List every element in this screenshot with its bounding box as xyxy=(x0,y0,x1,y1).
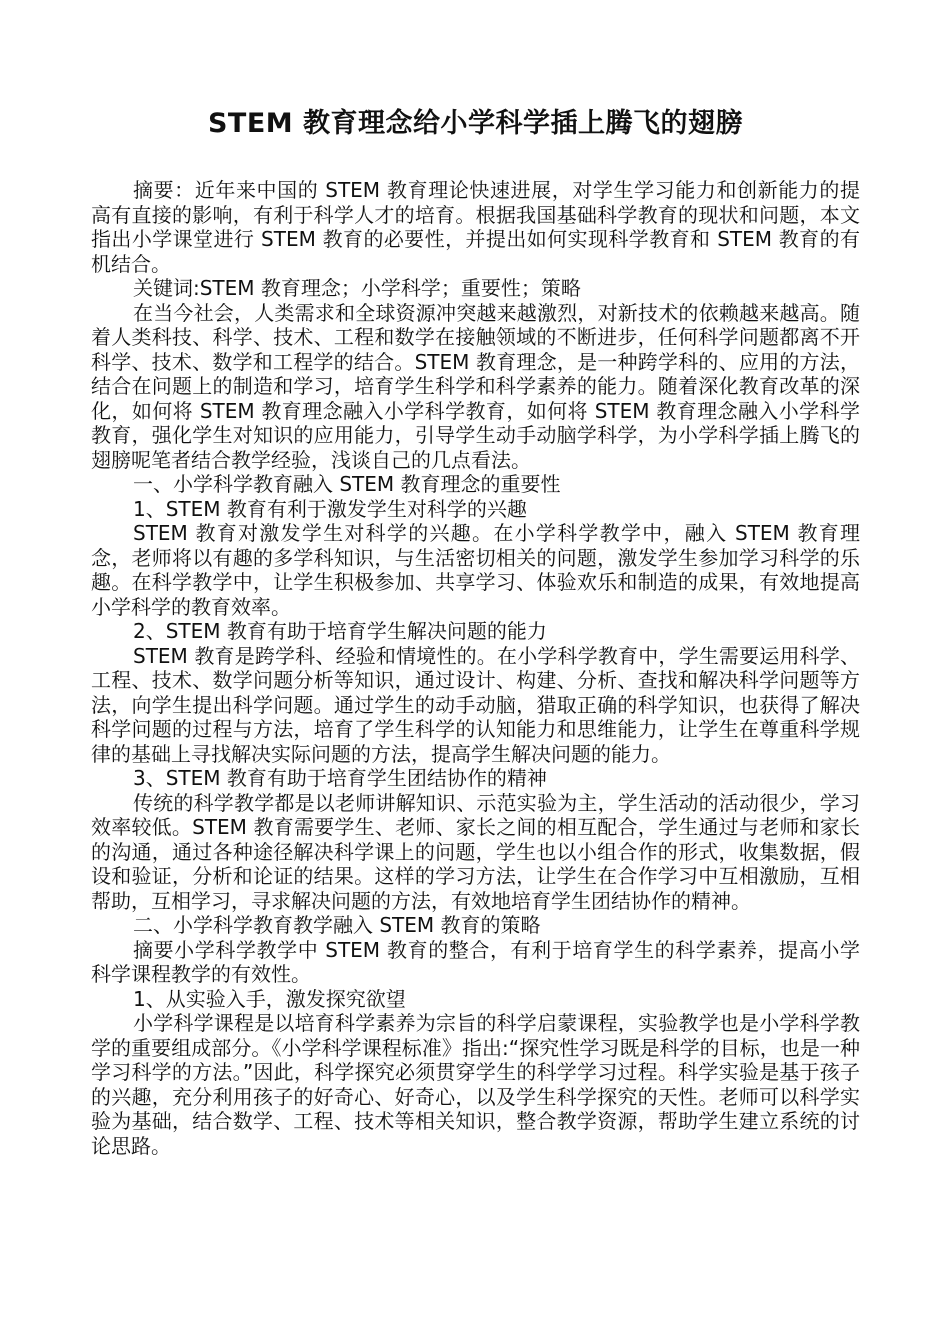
document-body xyxy=(91,178,860,1158)
subheading-1-3: 3、STEM 教育有助于培育学生团结协作的精神 xyxy=(133,766,547,790)
intro-paragraph: 在当今社会，人类需求和全球资源冲突越来越激烈，对新技术的依赖越来越高。随着人类科技、科学、技术、工程和数学在接触领域的不断进步，任何科学问题都离不开科学、技术、数学和工程学的结合。STEM 教育理念，是一种跨学科的、应用的方法，结合在问题上的制造和学习，培育学生科学和科学素养的能力。随着深化教育改革的深化，如何将 STEM 教育理念融入小学科学教育，如何将 STEM 教育理念融入小学科学教育，强化学生对知识的应用能力，引导学生动手动脑学科学，为小学科学插上腾飞的翅膀呢笔者结合教学经验，浅谈自己的几点看法。 xyxy=(91,300,860,472)
body-paragraph: 传统的科学教学都是以老师讲解知识、示范实验为主，学生活动的活动很少，学习效率较低。STEM 教育需要学生、老师、家长之间的相互配合，学生通过与老师和家长的沟通，通过各种途径解决科学课上的问题，学生也以小组合作的形式，收集数据，假设和验证，分析和论证的结果。这样的学习方法，让学生在合作学习中互相激励，互相帮助，互相学习，寻求解决问题的方法，有效地培育学生团结协作的精神。 xyxy=(91,790,860,913)
section-heading-1: 一、小学科学教育融入 STEM 教育理念的重要性 xyxy=(133,472,561,496)
keywords-paragraph: 关键词:STEM 教育理念；小学科学；重要性；策略 xyxy=(133,276,581,300)
body-paragraph: STEM 教育对激发学生对科学的兴趣。在小学科学教学中，融入 STEM 教育理念，老师将以有趣的多学科知识，与生活密切相关的问题，激发学生参加学习科学的乐趣。在科学教学中，让学生积极参加、共享学习、体验欢乐和制造的成果，有效地提高小学科学的教育效率。 xyxy=(91,521,860,619)
subheading-2-1: 1、从实验入手，激发探究欲望 xyxy=(133,986,406,1011)
section-heading-2: 二、小学科学教育教学融入 STEM 教育的策略 xyxy=(133,913,541,937)
abstract-paragraph: 摘要：近年来中国的 STEM 教育理论快速进展，对学生学习能力和创新能力的提高有直接的影响，有利于科学人才的培育。根据我国基础科学教育的现状和问题，本文指出小学课堂进行 STEM 教育的必要性，并提出如何实现科学教育和 STEM 教育的有机结合。 xyxy=(91,178,860,276)
subheading-1-1: 1、STEM 教育有利于激发学生对科学的兴趣 xyxy=(133,496,527,521)
body-paragraph: STEM 教育是跨学科、经验和情境性的。在小学科学教育中，学生需要运用科学、工程、技术、数学问题分析等知识，通过设计、构建、分析、查找和解决科学问题等方法，向学生提出科学问题。通过学生的动手动脑，猎取正确的科学知识，也获得了解决科学问题的过程与方法，培育了学生科学的认知能力和思维能力，让学生在尊重科学规律的基础上寻找解决实际问题的方法，提高学生解决问题的能力。 xyxy=(91,643,860,766)
body-paragraph: 摘要小学科学教学中 STEM 教育的整合，有利于培育学生的科学素养，提高小学科学课程教学的有效性。 xyxy=(91,937,860,986)
body-paragraph: 小学科学课程是以培育科学素养为宗旨的科学启蒙课程，实验教学也是小学科学教学的重要组成部分。《小学科学课程标准》指出:“探究性学习既是科学的目标，也是一种学习科学的方法。”因此，科学探究必须贯穿学生的科学学习过程。科学实验是基于孩子的兴趣，充分利用孩子的好奇心、好奇心，以及学生科学探究的天性。老师可以科学实验为基础，结合数学、工程、技术等相关知识，整合教学资源，帮助学生建立系统的讨论思路。 xyxy=(91,1011,860,1158)
document-title: STEM 教育理念给小学科学插上腾飞的翅膀 xyxy=(207,108,744,139)
subheading-1-2: 2、STEM 教育有助于培育学生解决问题的能力 xyxy=(133,619,547,643)
